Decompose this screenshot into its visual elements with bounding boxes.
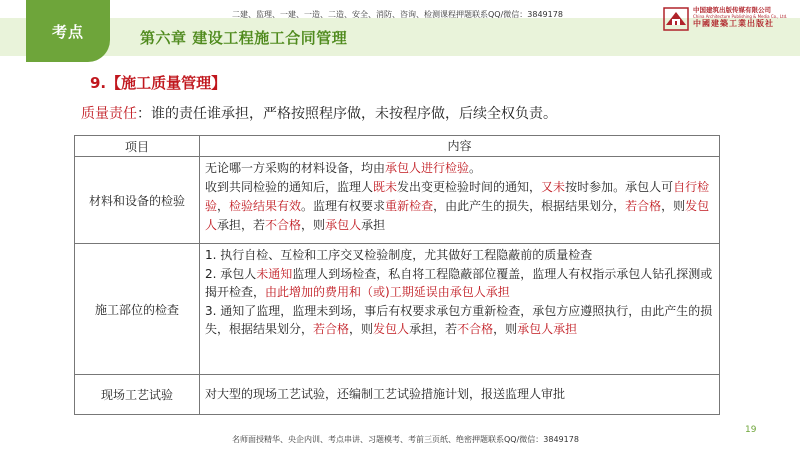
row-content-cell <box>200 244 719 374</box>
content-text: 按时参加。承包人可 <box>565 180 674 194</box>
emphasis-text: 不合格 <box>457 322 494 336</box>
content-line <box>205 265 714 302</box>
content-text: 3. 通知了监理，监理未到场，事后有权要求承包方重新检查，承包方应遵照执行，由此产生的损失，根据结果划分， <box>205 303 713 336</box>
header <box>0 0 800 62</box>
content-text: ，则 <box>349 322 374 336</box>
content-text: ， <box>217 199 230 213</box>
emphasis-text: 发包人 <box>373 322 410 336</box>
chapter-title: 第六章 建设工程施工合同管理 <box>140 29 348 47</box>
table-header-row <box>75 136 719 156</box>
intro-text: ：谁的责任谁承担，严格按照程序做，未按程序做，后续全权负责。 <box>137 106 557 122</box>
emphasis-text: 发包人 <box>205 199 710 232</box>
emphasis-text: 承包人 <box>325 218 362 232</box>
publisher-logo-icon <box>663 7 689 31</box>
content-text: 。监理有权要求 <box>301 199 386 213</box>
content-line <box>205 178 714 235</box>
emphasis-text: 若合格 <box>313 322 350 336</box>
content-text: 收到共同检验的通知后，监理人 <box>205 180 374 194</box>
content-text: 承担 <box>361 218 386 232</box>
table-row <box>75 243 719 374</box>
content-text: 承担，若 <box>217 218 266 232</box>
topic-badge-label: 考点 <box>51 22 84 41</box>
row-item-cell: 施工部位的检查 <box>75 244 200 374</box>
emphasis-text: 检验结果有效 <box>229 199 302 213</box>
emphasis-text: 若合格 <box>625 199 662 213</box>
intro-key: 质量责任 <box>81 106 137 122</box>
table-row <box>75 156 719 243</box>
emphasis-text: 重新检查 <box>385 199 434 213</box>
emphasis-text: 承包人承担 <box>517 322 578 336</box>
emphasis-text: 既未 <box>373 180 398 194</box>
table-row <box>75 374 719 414</box>
header-cell-item: 项目 <box>75 136 200 156</box>
footer-contact-note: 名师面授精华、央企内训、考点串讲、习题模考、考前三页纸、绝密押题联系QQ/微信：3849178 <box>232 435 579 444</box>
row-item-cell: 现场工艺试验 <box>75 375 200 414</box>
publisher-name-cn: 中国建筑出版传媒有限公司 <box>693 6 771 14</box>
emphasis-text: 未通知 <box>256 266 293 281</box>
header-cell-content: 内容 <box>447 138 472 153</box>
section-heading: 9.【施工质量管理】 <box>90 74 227 92</box>
content-text: 。 <box>469 161 482 175</box>
emphasis-text: 不合格 <box>265 218 302 232</box>
content-text: 对大型的现场工艺试验，还编制工艺试验措施计划，报送监理人审批 <box>205 387 566 401</box>
content-text: 无论哪一方采购的材料设备，均由 <box>205 161 386 175</box>
row-item-cell: 材料和设备的检验 <box>75 157 200 243</box>
content-text: ，则 <box>493 322 518 336</box>
content-text: ，由此产生的损失，根据结果划分， <box>433 199 626 213</box>
content-text: ，则 <box>661 199 686 213</box>
top-contact-note: 二建、监理、一建、一造、二造、安全、消防、咨询、检测课程押题联系QQ/微信：3849178 <box>232 10 563 19</box>
emphasis-text: 由此增加的费用和（或)工期延误由承包人承担 <box>265 285 510 299</box>
content-text: 1. 执行自检、互检和工序交叉检验制度，尤其做好工程隐蔽前的质量检查 <box>205 248 593 262</box>
publisher-name-en: China Architecture Publishing & Media Co., Ltd. <box>693 14 788 19</box>
content-text: 承担，若 <box>409 322 458 336</box>
publisher-logo-text <box>693 6 787 28</box>
emphasis-text: 又未 <box>541 180 566 194</box>
emphasis-text: 承包人进行检验 <box>385 161 470 175</box>
publisher-name-big: 中國建築工業出版社 <box>693 19 774 28</box>
topic-badge <box>26 0 110 62</box>
page-number: 19 <box>745 425 757 435</box>
row-content-cell <box>200 375 719 414</box>
content-text: 监理人到场检查，私自将工程隐蔽部位覆盖，监理人有权指示承包人钻孔探测或揭开检查， <box>205 266 713 299</box>
content-text: 发出变更检验时间的通知， <box>397 180 542 194</box>
content-text: 2. 承包人 <box>205 266 257 281</box>
row-content-cell <box>200 157 719 243</box>
content-line <box>205 302 714 339</box>
content-line <box>205 159 714 178</box>
content-line <box>205 385 565 404</box>
content-text: ，则 <box>301 218 326 232</box>
content-line <box>205 246 714 265</box>
emphasis-text: 自行检验 <box>205 180 710 213</box>
intro-line <box>81 103 557 123</box>
content-table <box>74 135 720 415</box>
